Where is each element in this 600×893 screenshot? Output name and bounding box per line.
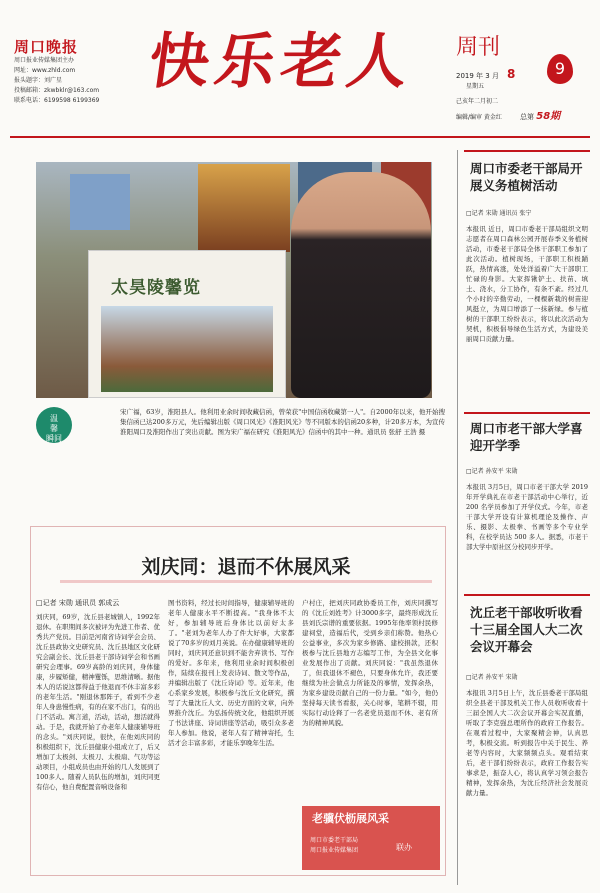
issue-type: 周刊 [456,35,501,60]
warm-moment-stamp [36,407,72,443]
article-title: 周口市老干部大学喜迎开学季 [470,421,583,453]
section-rule [464,150,590,152]
lead-column-1: 刘庆同，69岁，沈丘县老城镇人，1992年退休。在职期间多次被评为先进工作者、优秀共产党员。目前是河南省诗词学会会员、沈丘县政协文史研究员、沈丘县地区文化研究会副会长、沈丘县老干部诗词学会和书画研究会理事。69岁高龄的刘庆同，身体健康，步履矫健，精神矍铄，思维清晰。据他本人的话说这都得益于他退而不休丰富多彩的老年生活。"刚退休那阵子，看到不少老年人身患慢性病，有的在家不出门，有的出门不活动。寓言道，活动，活动，想活就得动。于是，我就开始了办老年人健康辅导班的念头。"刘庆同说，很快，在他刘庆同的积极组织下，沈丘县健康小组成立了，后又增加了太极剑、太极刀、太极扇、气功等运动项目，小组成员也由开始的几人发展到了100多人。随着人员队伍的增加，刘庆同更有信心，他自费配置音响设备和 [36,613,160,791]
article-byline: □记者 宋勋 通讯员 张宁 [466,210,532,217]
held-book [88,250,286,398]
total-issue [520,107,560,122]
year-month: 2019 年 3 月 [456,72,499,80]
page-title: 快乐老人 [144,27,419,97]
article-body: 本报讯 3月5日，周口市老干部大学 2019 年开学典礼在市老干部活动中心举行，近 200 名学员参加了开学仪式。今年，市老干部大学开设有计算机理论及操作、声乐、摄影、太极拳、书画等多个专业学科，在校学员达 500 多人。据悉，市老干部大学中原社区分校同步开学。 [466,483,588,551]
issue-date [456,67,515,81]
publisher-info [14,56,134,106]
total-label: 总第 [520,113,534,121]
wall-poster [198,164,290,252]
promo-org: 周口市委老干部局 [310,837,359,844]
promo-orgs [310,836,358,856]
article-byline: □记者 孙安平 宋勋 [466,468,518,475]
book-cover-scene [101,306,273,392]
lead-byline: □记者 宋勋 通讯员 郭成云 [36,599,120,607]
page-number-badge: 9 [547,54,573,84]
article-title: 沈丘老干部收听收看十三届全国人大二次会议开幕会 [470,605,583,654]
calligraphy-line: 报头题字：刘广星 [14,77,63,84]
section-rule [464,594,590,596]
masthead-rule [10,136,590,138]
email-line: 投稿邮箱：zkwbklr@163.com [14,87,100,94]
lunar-date: 己亥年二月初二 [456,98,499,105]
article-body: 本报讯 近日，周口市委老干部局组织文明志愿者在周口森林公园开展春季义务植树活动，市委老干部局全体干部职工参加了此次活动。植树现场，干部职工积极踊跃，热情高涨，处处洋溢着广大干部职工忙碌的身影。大家挥锹铲土、扶苗、填土、浇水，分工协作，有条不紊。经过几个小时的辛勤劳动，一棵棵新栽的树苗迎风挺立，为周口增添了一抹新绿。参与植树的干部职工纷纷表示，将以此次活动为契机，积极倡导绿色生活方式，为建设美丽周口贡献力量。 [466,225,588,343]
section-rule [464,412,590,414]
lead-column-3: 户村庄，把刘庆同政协委员工作，刘庆同撰写的《沈丘刘姓考》计3000多字，最终形成沈丘县刘氏宗谱的重要依据。1995年他率领村民修建祠堂，造福后代，受到乡亲们称赞。他热心公益事业，多次为家乡修路、建校捐款，还积极参与沈丘县地方志编写工作，为全县文化事业发展作出了贡献。刘庆同说："我虽然退休了，但我退休不褪色，只要身体允许，我还要继续为社会做点力所能及的事情，发挥余热，为家乡建设贡献自己的一份力量。"如今，他仍坚持每天读书看报，关心时事，笔耕不辍，用实际行动诠释了一名老党员退而不休、老有所为的精神风貌。 [302,599,438,727]
editors: 编辑/编审 黄金红 [456,114,502,121]
newspaper-brand: 周口晚报 [14,38,79,56]
lead-column-2: 图书资料，经过长时间指导，健康辅导班的老年人健康水平不断提高。"我身体不太好，参加辅导班后身体比以前好太多了。"老刘为老年人办了件大好事，大家都说了70多岁的刘月英说。在办健康辅导班的同时，刘庆同还意识到不能舍弃读书、写作的爱好。多年来，他利用业余时间积极创作，陆续在报刊上发表诗词、散文等作品，并编辑出版了《沈丘诗词》等。近年来，他心系家乡发展，积极参与沈丘文化研究，撰写了大量沈丘人文、历史方面的文章，向外界推介沈丘。为弘扬传统文化，他组织开展了书法讲座、诗词讲座等活动，吸引众多老年人参加。他说，老年人有了精神寄托，生活才会丰富多彩，才能乐享晚年生活。 [168,599,294,747]
weekday: 星期五 [466,83,485,90]
column-divider [457,150,458,885]
lead-headline: 刘庆同：退而不休展风采 [141,556,351,578]
stamp-char: 馨 [50,424,58,433]
stamp-char: 瞬间 [46,434,62,443]
article-title: 周口市委老干部局开展义务植树活动 [470,161,583,193]
photo-caption: 宋广福，63岁，淮阳县人。他利用业余时间收藏信函，曾荣获"中国信函收藏第一人"。自2000年以来，他开始搜集信函已达200多万元，先后编辑出版《周口风光》《淮阳风光》等不同版本的信函20多种，计20多万本，为宣传淮阳周口及淮阳作出了突出贡献。图为宋广福在研究《淮阳风光》信函中的其中一种。通讯员 张舒 王浩 摄 [120,408,445,436]
stamp-char: 温 [50,414,58,423]
publisher-line: 周口报业传媒集团主办 [14,57,75,64]
feature-photo [36,162,432,398]
promo-org: 周口报业传媒集团 [310,847,359,854]
website-line: 网址：www.zhld.com [14,67,76,74]
headline-underline [60,580,432,583]
person-figure [291,172,431,398]
promo-suffix: 联办 [396,843,412,852]
book-title: 太昊陵馨览 [111,278,201,298]
wall-poster [70,174,130,230]
day: 8 [506,67,516,81]
article-body: 本报讯 3月5日上午，沈丘县委老干部局组织全县老干部及机关工作人员收听收看十三届全国人大二次会议开幕会实况直播，听取了李克强总理所作的政府工作报告。在观看过程中，大家聚精会神，认真思考，积极交流。听到报告中关于民生、养老等内容时，大家频频点头。观看结束后，老干部们纷纷表示，政府工作报告实事求是，振奋人心，将认真学习领会报告精神，发挥余热，为沈丘经济社会发展贡献力量。 [466,689,588,797]
column-promo-box [302,806,440,870]
promo-title: 老骥伏枥展风采 [312,812,389,825]
phone-line: 联系电话：6199598 6199369 [14,97,100,104]
total-value: 58期 [536,111,561,122]
article-byline: □记者 孙安平 宋勋 [466,674,518,681]
